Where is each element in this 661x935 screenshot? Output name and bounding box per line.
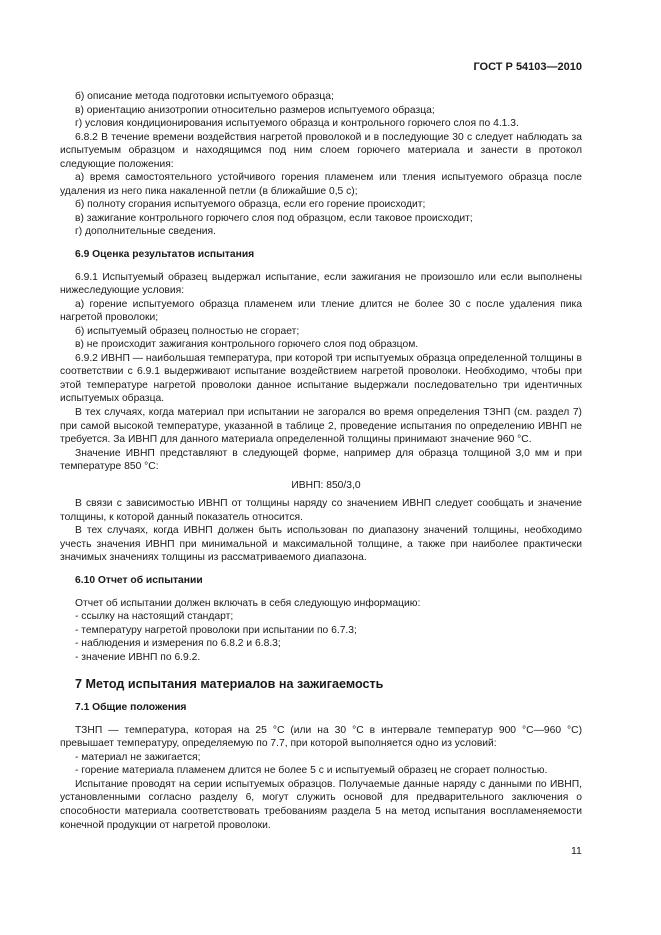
paragraph: б) полноту сгорания испытуемого образца, если его горение происходит; [75,199,426,211]
page-content [60,90,582,832]
paragraph: в) ориентацию анизотропии относительно размеров испытуемого образца; [75,104,435,116]
conditions-list [60,751,582,778]
paragraph: в) не происходит зажигания контрольного горючего слоя под образцом. [75,339,419,351]
section-heading-6-9: 6.9 Оценка результатов испытания [75,249,255,261]
paragraph: Значение ИВНП представляют в следующей форме, например для образца толщиной 3,0 мм и при температуре 850 °С: [60,447,582,473]
report-contents-list [60,610,582,664]
document-number: ГОСТ Р 54103—2010 [473,61,582,73]
paragraph: а) время самостоятельного устойчивого горения пламенем или тления испытуемого образца после удаления из него пика накаленной петли (в ближайшие 0,5 с); [60,172,582,197]
section-heading-7: 7 Метод испытания материалов на зажигаемость [75,677,384,692]
paragraph: Испытание проводят на серии испытуемых образцов. Получаемые данные наряду с данными по ИВНП, установленными согласно разделу 6, могут служить основой для предварительного заключения о способности материала соответствовать требованиям раздела 5 на метод испытания воспламеняемости конечной продукции от нагретой проволоки. [60,778,582,831]
section-heading-6-10: 6.10 Отчет об испытании [75,575,203,586]
section-heading-7-1: 7.1 Общие положения [75,702,187,714]
list-item: - ссылку на настоящий стандарт; [75,611,234,623]
paragraph: В тех случаях, когда ИВНП должен быть использован по диапазону значений толщины, необходимо учесть значения ИВНП при минимальной и максимальной толщине, а также при наиболее практически значимых значениях толщины из рассматриваемого диапазона. [60,525,582,564]
paragraph: Отчет об испытании должен включать в себя следующую информацию: [75,597,421,609]
paragraph: б) испытуемый образец полностью не сгорает; [75,325,300,337]
formula-ivnp: ИВНП: 850/3,0 [291,479,361,491]
paragraph: ТЗНП — температура, которая на 25 °С (или на 30 °С в интервале температур 900 °С—960 °С) превышает температуру, определяемую по 7.7, при которой выполняется одно из условий: [60,724,582,750]
list-item: - горение материала пламенем длится не более 5 с и испытуемый образец не сгорает полностью. [75,765,548,777]
paragraph: 6.9.2 ИВНП — наибольшая температура, при которой три испытуемых образца определенной толщины в соответствии с 6.9.1 выдерживают испытание воздействием нагретой проволоки. Необходимо, чтобы при этой температуре нагретой проволоки данное испытание выдержали последовательно три идентичных испытуемых образца. [60,352,582,405]
list-item: - температуру нагретой проволоки при испытании по 6.7.3; [75,624,357,636]
paragraph: б) описание метода подготовки испытуемого образца; [75,91,334,102]
paragraph: 6.8.2 В течение времени воздействия нагретой проволокой и в последующие 30 с следует наблюдать за испытуемым образцом и находящимся под ним слоем горючего материала и занести в протокол следующие положения: [60,131,582,170]
paragraph: г) условия кондиционирования испытуемого образца и контрольного горючего слоя по 4.1.3. [75,118,519,130]
paragraph: в) зажигание контрольного горючего слоя под образцом, если таковое происходит; [75,212,473,224]
list-item: - наблюдения и измерения по 6.8.2 и 6.8.3; [75,638,281,650]
paragraph: а) горение испытуемого образца пламенем или тление длится не более 30 с после удаления пика нагретой проволоки; [60,298,582,324]
list-item: - значение ИВНП по 6.9.2. [75,651,201,663]
paragraph: 6.9.1 Испытуемый образец выдержал испытание, если зажигания не произошло или если выполнены нижеследующие условия: [60,271,582,297]
page-number: 11 [571,845,582,857]
paragraph: В связи с зависимостью ИВНП от толщины наряду со значением ИВНП следует сообщать и значение толщины, к которой данный показатель относится. [60,498,582,523]
list-item: - материал не зажигается; [75,751,201,763]
paragraph: г) дополнительные сведения. [75,226,216,238]
paragraph: В тех случаях, когда материал при испытании не загорался во время определения ТЗНП (см. раздел 7) при самой высокой температуре, указанной в таблице 2, проведение испытания по определению ИВНП не требуется. За ИВНП для данного материала определенной толщины принимают значение 960 °С. [60,406,582,446]
